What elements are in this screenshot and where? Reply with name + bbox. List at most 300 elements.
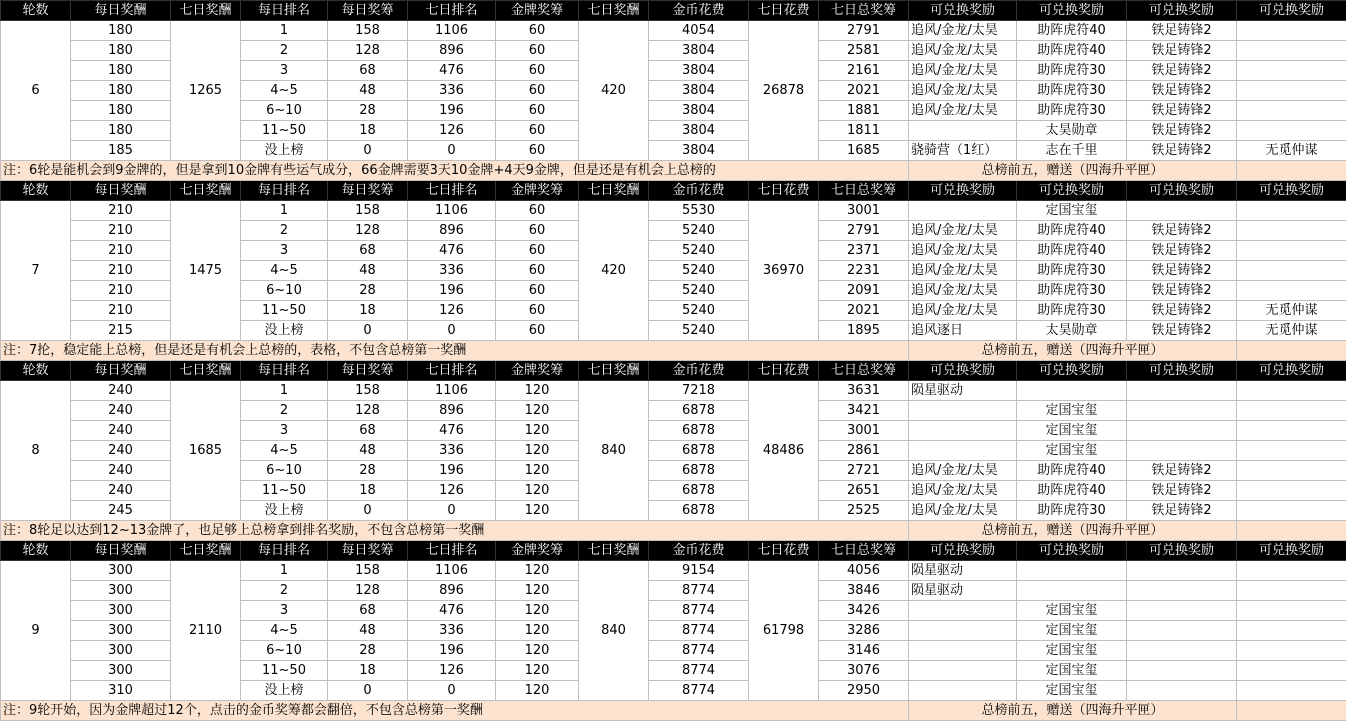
daily-chips-cell[interactable]: 0 [328,141,408,161]
header-cell[interactable]: 可兑换奖励 [1237,1,1346,21]
coin-cost-cell[interactable]: 5240 [649,281,749,301]
coin-cost-cell[interactable]: 5240 [649,261,749,281]
daily-reward-cell[interactable]: 240 [71,381,171,401]
gold-chips-cell[interactable]: 60 [496,261,579,281]
coin-cost-cell[interactable]: 5240 [649,241,749,261]
week-rank-cell[interactable]: 0 [408,321,496,341]
daily-chips-cell[interactable]: 158 [328,381,408,401]
note-footer-cell[interactable]: 总榜前五，赠送（四海升平匣） [909,701,1237,721]
reward-cell-3[interactable]: 铁足铸锋2 [1127,61,1237,81]
reward-cell-3[interactable] [1127,661,1237,681]
daily-rank-cell[interactable]: 1 [241,561,328,581]
week-total-chips-cell[interactable]: 2651 [819,481,909,501]
daily-rank-cell[interactable]: 没上榜 [241,501,328,521]
week-total-chips-cell[interactable]: 2371 [819,241,909,261]
daily-rank-cell[interactable]: 3 [241,421,328,441]
coin-cost-cell[interactable]: 3804 [649,41,749,61]
header-cell[interactable]: 七日总奖筹 [819,181,909,201]
reward-cell-2[interactable]: 定国宝玺 [1017,621,1127,641]
week-reward-cell[interactable]: 2110 [171,561,241,701]
daily-reward-cell[interactable]: 300 [71,581,171,601]
week-total-chips-cell[interactable]: 3076 [819,661,909,681]
header-cell[interactable]: 金币花费 [649,361,749,381]
reward-cell-4[interactable] [1237,261,1346,281]
header-cell[interactable]: 可兑换奖励 [1237,181,1346,201]
week-rank-cell[interactable]: 1106 [408,201,496,221]
reward-cell-3[interactable]: 铁足铸锋2 [1127,121,1237,141]
week-total-chips-cell[interactable]: 2525 [819,501,909,521]
daily-chips-cell[interactable]: 68 [328,601,408,621]
daily-reward-cell[interactable]: 300 [71,621,171,641]
week-rank-cell[interactable]: 336 [408,81,496,101]
header-cell[interactable]: 可兑换奖励 [1127,361,1237,381]
coin-cost-cell[interactable]: 3804 [649,101,749,121]
week-reward-cell[interactable]: 1475 [171,201,241,341]
daily-rank-cell[interactable]: 1 [241,381,328,401]
week-rank-cell[interactable]: 196 [408,281,496,301]
reward-cell-1[interactable] [909,121,1017,141]
reward-cell-4[interactable] [1237,281,1346,301]
daily-chips-cell[interactable]: 0 [328,501,408,521]
gold-chips-cell[interactable]: 120 [496,381,579,401]
coin-cost-cell[interactable]: 3804 [649,81,749,101]
header-cell[interactable]: 可兑换奖励 [909,1,1017,21]
header-cell[interactable]: 可兑换奖励 [1017,541,1127,561]
gold-chips-cell[interactable]: 60 [496,221,579,241]
header-cell[interactable]: 每日奖酬 [71,1,171,21]
reward-cell-1[interactable]: 追风/金龙/太昊 [909,481,1017,501]
gold-chips-cell[interactable]: 60 [496,301,579,321]
daily-chips-cell[interactable]: 158 [328,201,408,221]
week-total-chips-cell[interactable]: 2161 [819,61,909,81]
daily-rank-cell[interactable]: 4~5 [241,621,328,641]
reward-cell-3[interactable] [1127,601,1237,621]
daily-reward-cell[interactable]: 185 [71,141,171,161]
reward-cell-1[interactable] [909,401,1017,421]
coin-cost-cell[interactable]: 4054 [649,21,749,41]
daily-reward-cell[interactable]: 300 [71,561,171,581]
daily-rank-cell[interactable]: 4~5 [241,441,328,461]
header-cell[interactable]: 每日奖酬 [71,361,171,381]
daily-reward-cell[interactable]: 240 [71,441,171,461]
reward-cell-1[interactable] [909,441,1017,461]
gold-chips-cell[interactable]: 60 [496,201,579,221]
daily-rank-cell[interactable]: 3 [241,61,328,81]
week-rank-cell[interactable]: 896 [408,401,496,421]
reward-cell-4[interactable] [1237,641,1346,661]
week-cost-cell[interactable]: 61798 [749,561,819,701]
week-rank-cell[interactable]: 896 [408,581,496,601]
week-total-chips-cell[interactable]: 3631 [819,381,909,401]
reward-cell-4[interactable] [1237,381,1346,401]
gold-chips-cell[interactable]: 120 [496,401,579,421]
week-rank-cell[interactable]: 126 [408,121,496,141]
coin-cost-cell[interactable]: 8774 [649,641,749,661]
round-cell[interactable]: 6 [1,21,71,161]
week-total-chips-cell[interactable]: 3846 [819,581,909,601]
reward-cell-3[interactable]: 铁足铸锋2 [1127,41,1237,61]
daily-chips-cell[interactable]: 128 [328,221,408,241]
reward-cell-3[interactable]: 铁足铸锋2 [1127,261,1237,281]
reward-cell-1[interactable]: 追风/金龙/太昊 [909,241,1017,261]
header-cell[interactable]: 金牌奖筹 [496,181,579,201]
header-cell[interactable]: 金币花费 [649,541,749,561]
week-total-chips-cell[interactable]: 1881 [819,101,909,121]
header-cell[interactable]: 可兑换奖励 [1127,1,1237,21]
daily-reward-cell[interactable]: 240 [71,421,171,441]
week-rank-cell[interactable]: 896 [408,221,496,241]
daily-reward-cell[interactable]: 300 [71,661,171,681]
daily-rank-cell[interactable]: 3 [241,241,328,261]
daily-rank-cell[interactable]: 11~50 [241,661,328,681]
header-cell[interactable]: 轮数 [1,181,71,201]
coin-cost-cell[interactable]: 8774 [649,601,749,621]
daily-rank-cell[interactable]: 3 [241,601,328,621]
header-cell[interactable]: 每日奖酬 [71,541,171,561]
week-total-chips-cell[interactable]: 2581 [819,41,909,61]
reward-cell-3[interactable] [1127,201,1237,221]
round-cell[interactable]: 8 [1,381,71,521]
reward-cell-1[interactable]: 追风/金龙/太昊 [909,81,1017,101]
week-reward-cell[interactable]: 1265 [171,21,241,161]
header-cell[interactable]: 七日排名 [408,181,496,201]
header-cell[interactable]: 七日奖酬 [579,181,649,201]
daily-reward-cell[interactable]: 180 [71,41,171,61]
week-rank-cell[interactable]: 1106 [408,561,496,581]
gold-chips-cell[interactable]: 120 [496,621,579,641]
daily-chips-cell[interactable]: 48 [328,621,408,641]
reward-cell-1[interactable] [909,641,1017,661]
header-cell[interactable]: 七日奖酬 [171,181,241,201]
reward-cell-1[interactable]: 追风/金龙/太昊 [909,41,1017,61]
week-rank-cell[interactable]: 476 [408,421,496,441]
daily-reward-cell[interactable]: 210 [71,221,171,241]
reward-cell-3[interactable] [1127,681,1237,701]
week-rank-cell[interactable]: 0 [408,141,496,161]
header-cell[interactable]: 轮数 [1,361,71,381]
reward-cell-2[interactable]: 助阵虎符30 [1017,301,1127,321]
reward-cell-2[interactable]: 定国宝玺 [1017,641,1127,661]
daily-reward-cell[interactable]: 210 [71,261,171,281]
week-total-chips-cell[interactable]: 2791 [819,21,909,41]
header-cell[interactable]: 可兑换奖励 [909,181,1017,201]
reward-cell-4[interactable] [1237,461,1346,481]
reward-cell-1[interactable] [909,601,1017,621]
header-cell[interactable]: 每日排名 [241,361,328,381]
coin-cost-cell[interactable]: 9154 [649,561,749,581]
daily-chips-cell[interactable]: 18 [328,661,408,681]
daily-rank-cell[interactable]: 6~10 [241,641,328,661]
daily-rank-cell[interactable]: 2 [241,221,328,241]
reward-cell-4[interactable] [1237,81,1346,101]
reward-cell-1[interactable]: 骁骑营（1红） [909,141,1017,161]
reward-cell-2[interactable]: 太昊勋章 [1017,121,1127,141]
week-total-chips-cell[interactable]: 2721 [819,461,909,481]
daily-reward-cell[interactable]: 180 [71,121,171,141]
header-cell[interactable]: 轮数 [1,541,71,561]
daily-rank-cell[interactable]: 6~10 [241,101,328,121]
reward-cell-2[interactable]: 定国宝玺 [1017,661,1127,681]
reward-cell-2[interactable]: 定国宝玺 [1017,601,1127,621]
reward-cell-4[interactable] [1237,601,1346,621]
week-rank-cell[interactable]: 196 [408,101,496,121]
reward-cell-2[interactable]: 太昊勋章 [1017,321,1127,341]
daily-rank-cell[interactable]: 2 [241,401,328,421]
header-cell[interactable]: 七日奖酬 [579,1,649,21]
week-total-chips-cell[interactable]: 3421 [819,401,909,421]
reward-cell-2[interactable]: 定国宝玺 [1017,441,1127,461]
header-cell[interactable]: 七日排名 [408,541,496,561]
daily-reward-cell[interactable]: 210 [71,201,171,221]
reward-cell-4[interactable] [1237,41,1346,61]
reward-cell-2[interactable]: 助阵虎符40 [1017,481,1127,501]
header-cell[interactable]: 金牌奖筹 [496,1,579,21]
reward-cell-3[interactable] [1127,401,1237,421]
gold-chips-cell[interactable]: 120 [496,601,579,621]
reward-cell-1[interactable]: 追风/金龙/太昊 [909,221,1017,241]
daily-reward-cell[interactable]: 310 [71,681,171,701]
reward-cell-4[interactable] [1237,401,1346,421]
reward-cell-1[interactable]: 追风/金龙/太昊 [909,101,1017,121]
week-total-chips-cell[interactable]: 3001 [819,201,909,221]
reward-cell-1[interactable] [909,661,1017,681]
daily-rank-cell[interactable]: 4~5 [241,81,328,101]
coin-cost-cell[interactable]: 3804 [649,141,749,161]
reward-cell-3[interactable] [1127,621,1237,641]
daily-reward-cell[interactable]: 210 [71,301,171,321]
reward-cell-2[interactable]: 助阵虎符30 [1017,501,1127,521]
coin-cost-cell[interactable]: 8774 [649,581,749,601]
daily-rank-cell[interactable]: 2 [241,581,328,601]
reward-cell-1[interactable]: 追风/金龙/太昊 [909,61,1017,81]
reward-cell-4[interactable]: 无觅仲谋 [1237,321,1346,341]
week-reward2-cell[interactable]: 420 [579,21,649,161]
reward-cell-1[interactable] [909,681,1017,701]
daily-rank-cell[interactable]: 11~50 [241,301,328,321]
note-text-cell[interactable]: 注：7抡，稳定能上总榜，但是还是有机会上总榜的，表格，不包含总榜第一奖酬 [1,341,909,361]
note-blank-cell[interactable] [1237,521,1346,541]
coin-cost-cell[interactable]: 6878 [649,501,749,521]
reward-cell-4[interactable] [1237,121,1346,141]
header-cell[interactable]: 可兑换奖励 [1017,361,1127,381]
reward-cell-2[interactable]: 助阵虎符40 [1017,241,1127,261]
reward-cell-2[interactable]: 助阵虎符30 [1017,281,1127,301]
reward-cell-3[interactable] [1127,381,1237,401]
gold-chips-cell[interactable]: 60 [496,61,579,81]
week-rank-cell[interactable]: 196 [408,461,496,481]
gold-chips-cell[interactable]: 60 [496,141,579,161]
round-cell[interactable]: 7 [1,201,71,341]
week-total-chips-cell[interactable]: 2950 [819,681,909,701]
week-total-chips-cell[interactable]: 3426 [819,601,909,621]
daily-rank-cell[interactable]: 没上榜 [241,681,328,701]
week-reward2-cell[interactable]: 840 [579,561,649,701]
gold-chips-cell[interactable]: 60 [496,41,579,61]
week-rank-cell[interactable]: 476 [408,61,496,81]
reward-cell-2[interactable]: 志在千里 [1017,141,1127,161]
gold-chips-cell[interactable]: 120 [496,421,579,441]
gold-chips-cell[interactable]: 120 [496,441,579,461]
coin-cost-cell[interactable]: 6878 [649,461,749,481]
reward-cell-2[interactable]: 助阵虎符40 [1017,461,1127,481]
week-total-chips-cell[interactable]: 2231 [819,261,909,281]
coin-cost-cell[interactable]: 5240 [649,321,749,341]
reward-cell-4[interactable] [1237,481,1346,501]
reward-cell-2[interactable]: 定国宝玺 [1017,681,1127,701]
daily-chips-cell[interactable]: 0 [328,321,408,341]
daily-rank-cell[interactable]: 没上榜 [241,321,328,341]
reward-cell-1[interactable]: 陨星驱动 [909,561,1017,581]
week-rank-cell[interactable]: 126 [408,301,496,321]
header-cell[interactable]: 七日总奖筹 [819,361,909,381]
gold-chips-cell[interactable]: 60 [496,321,579,341]
coin-cost-cell[interactable]: 5530 [649,201,749,221]
reward-cell-4[interactable] [1237,421,1346,441]
week-cost-cell[interactable]: 26878 [749,21,819,161]
week-rank-cell[interactable]: 336 [408,441,496,461]
gold-chips-cell[interactable]: 120 [496,561,579,581]
reward-cell-1[interactable] [909,421,1017,441]
daily-reward-cell[interactable]: 210 [71,281,171,301]
week-rank-cell[interactable]: 1106 [408,381,496,401]
round-cell[interactable]: 9 [1,561,71,701]
gold-chips-cell[interactable]: 120 [496,661,579,681]
reward-cell-1[interactable]: 追风/金龙/太昊 [909,501,1017,521]
reward-cell-4[interactable] [1237,221,1346,241]
daily-reward-cell[interactable]: 245 [71,501,171,521]
reward-cell-4[interactable] [1237,581,1346,601]
daily-rank-cell[interactable]: 2 [241,41,328,61]
header-cell[interactable]: 金牌奖筹 [496,541,579,561]
daily-reward-cell[interactable]: 180 [71,21,171,41]
week-total-chips-cell[interactable]: 2791 [819,221,909,241]
header-cell[interactable]: 可兑换奖励 [1127,541,1237,561]
week-rank-cell[interactable]: 476 [408,241,496,261]
header-cell[interactable]: 每日排名 [241,541,328,561]
note-footer-cell[interactable]: 总榜前五，赠送（四海升平匣） [909,161,1237,181]
note-blank-cell[interactable] [1237,341,1346,361]
coin-cost-cell[interactable]: 6878 [649,421,749,441]
week-total-chips-cell[interactable]: 2021 [819,81,909,101]
daily-reward-cell[interactable]: 240 [71,481,171,501]
reward-cell-1[interactable]: 追风逐日 [909,321,1017,341]
daily-reward-cell[interactable]: 180 [71,101,171,121]
note-text-cell[interactable]: 注：9轮开始，因为金牌超过12个，点击的金币奖筹都会翻倍，不包含总榜第一奖酬 [1,701,909,721]
reward-cell-3[interactable]: 铁足铸锋2 [1127,141,1237,161]
daily-reward-cell[interactable]: 210 [71,241,171,261]
reward-cell-4[interactable] [1237,501,1346,521]
week-cost-cell[interactable]: 48486 [749,381,819,521]
header-cell[interactable]: 可兑换奖励 [1017,1,1127,21]
daily-rank-cell[interactable]: 1 [241,21,328,41]
note-text-cell[interactable]: 注：6轮是能机会到9金牌的，但是拿到10金牌有些运气成分，66金牌需要3天10金牌+4天9金牌，但是还是有机会上总榜的 [1,161,909,181]
reward-cell-4[interactable] [1237,201,1346,221]
gold-chips-cell[interactable]: 120 [496,681,579,701]
reward-cell-3[interactable]: 铁足铸锋2 [1127,481,1237,501]
coin-cost-cell[interactable]: 7218 [649,381,749,401]
week-reward2-cell[interactable]: 420 [579,201,649,341]
daily-reward-cell[interactable]: 240 [71,401,171,421]
daily-reward-cell[interactable]: 180 [71,61,171,81]
daily-reward-cell[interactable]: 180 [71,81,171,101]
header-cell[interactable]: 可兑换奖励 [909,361,1017,381]
reward-cell-4[interactable] [1237,241,1346,261]
header-cell[interactable]: 七日花费 [749,361,819,381]
reward-cell-1[interactable]: 追风/金龙/太昊 [909,21,1017,41]
week-total-chips-cell[interactable]: 2861 [819,441,909,461]
reward-cell-3[interactable] [1127,421,1237,441]
week-total-chips-cell[interactable]: 3001 [819,421,909,441]
coin-cost-cell[interactable]: 3804 [649,121,749,141]
reward-cell-4[interactable]: 无觅仲谋 [1237,141,1346,161]
week-rank-cell[interactable]: 1106 [408,21,496,41]
reward-cell-4[interactable] [1237,661,1346,681]
coin-cost-cell[interactable]: 5240 [649,301,749,321]
note-blank-cell[interactable] [1237,161,1346,181]
daily-chips-cell[interactable]: 128 [328,401,408,421]
gold-chips-cell[interactable]: 120 [496,501,579,521]
note-blank-cell[interactable] [1237,701,1346,721]
daily-reward-cell[interactable]: 240 [71,461,171,481]
reward-cell-1[interactable]: 陨星驱动 [909,381,1017,401]
header-cell[interactable]: 七日花费 [749,181,819,201]
coin-cost-cell[interactable]: 8774 [649,661,749,681]
daily-rank-cell[interactable]: 11~50 [241,121,328,141]
coin-cost-cell[interactable]: 8774 [649,681,749,701]
week-rank-cell[interactable]: 336 [408,621,496,641]
header-cell[interactable]: 七日奖酬 [579,541,649,561]
header-cell[interactable]: 每日奖酬 [71,181,171,201]
daily-rank-cell[interactable]: 1 [241,201,328,221]
coin-cost-cell[interactable]: 5240 [649,221,749,241]
header-cell[interactable]: 每日奖筹 [328,181,408,201]
daily-rank-cell[interactable]: 6~10 [241,461,328,481]
header-cell[interactable]: 七日花费 [749,1,819,21]
daily-reward-cell[interactable]: 215 [71,321,171,341]
gold-chips-cell[interactable]: 120 [496,581,579,601]
week-rank-cell[interactable]: 126 [408,661,496,681]
week-rank-cell[interactable]: 0 [408,501,496,521]
reward-cell-3[interactable]: 铁足铸锋2 [1127,241,1237,261]
reward-cell-4[interactable] [1237,441,1346,461]
reward-cell-3[interactable] [1127,441,1237,461]
week-total-chips-cell[interactable]: 4056 [819,561,909,581]
reward-cell-3[interactable]: 铁足铸锋2 [1127,81,1237,101]
daily-reward-cell[interactable]: 300 [71,601,171,621]
reward-cell-1[interactable]: 陨星驱动 [909,581,1017,601]
reward-cell-2[interactable]: 助阵虎符30 [1017,61,1127,81]
reward-cell-2[interactable]: 助阵虎符40 [1017,21,1127,41]
header-cell[interactable]: 每日排名 [241,1,328,21]
daily-chips-cell[interactable]: 68 [328,61,408,81]
daily-reward-cell[interactable]: 300 [71,641,171,661]
header-cell[interactable]: 金牌奖筹 [496,361,579,381]
header-cell[interactable]: 轮数 [1,1,71,21]
coin-cost-cell[interactable]: 3804 [649,61,749,81]
week-total-chips-cell[interactable]: 3286 [819,621,909,641]
gold-chips-cell[interactable]: 120 [496,641,579,661]
week-rank-cell[interactable]: 336 [408,261,496,281]
reward-cell-1[interactable]: 追风/金龙/太昊 [909,301,1017,321]
header-cell[interactable]: 可兑换奖励 [909,541,1017,561]
reward-cell-2[interactable]: 定国宝玺 [1017,201,1127,221]
reward-cell-4[interactable] [1237,561,1346,581]
header-cell[interactable]: 七日奖酬 [579,361,649,381]
week-total-chips-cell[interactable]: 2021 [819,301,909,321]
reward-cell-2[interactable] [1017,581,1127,601]
header-cell[interactable]: 可兑换奖励 [1127,181,1237,201]
reward-cell-1[interactable] [909,621,1017,641]
